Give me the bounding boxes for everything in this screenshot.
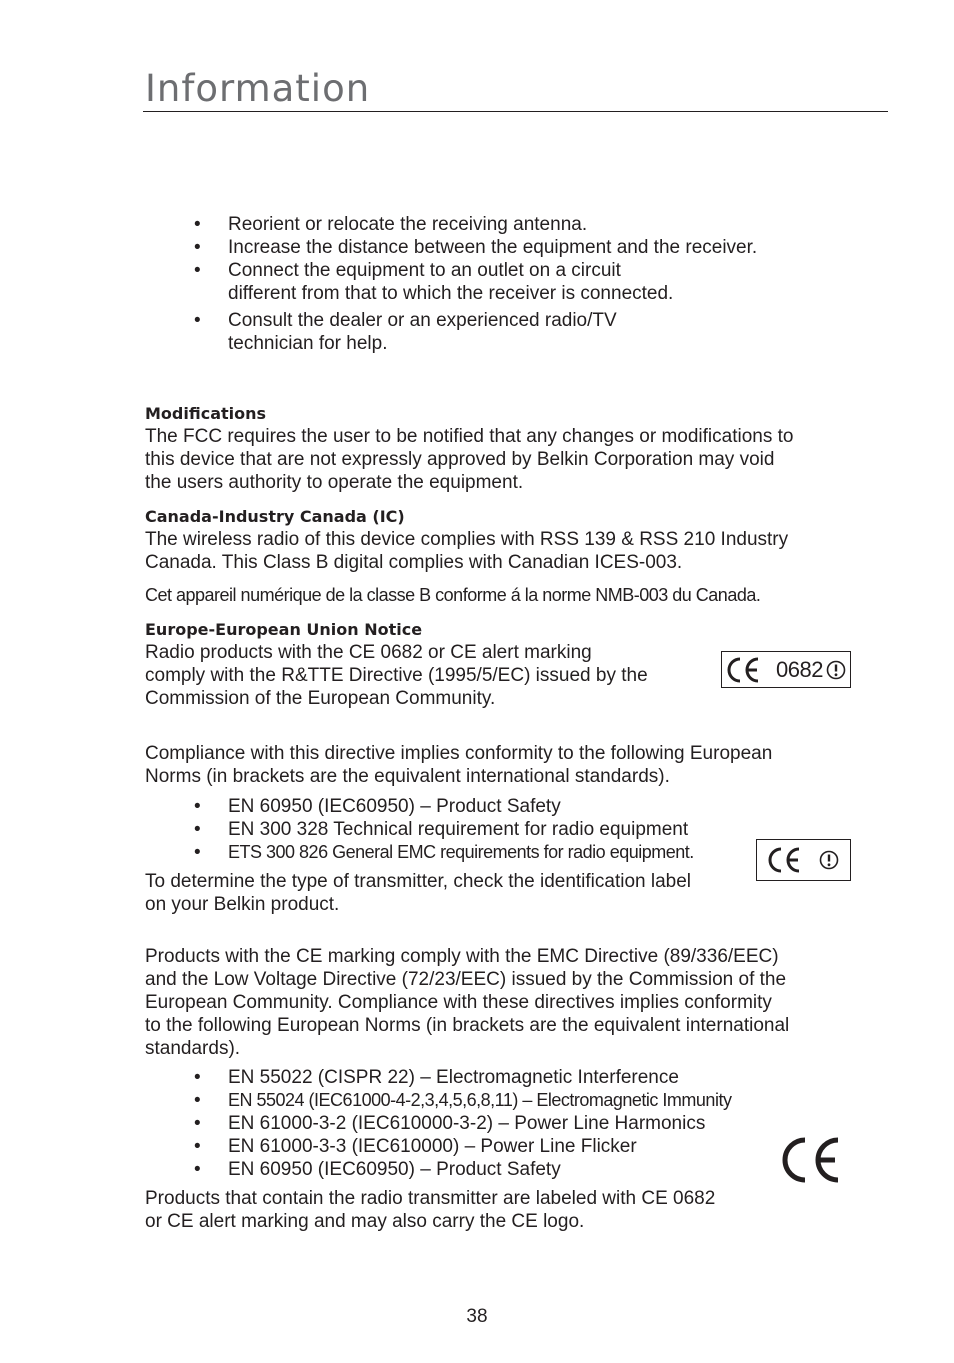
list-item: • EN 55024 (IEC61000-4-2,3,4,5,6,8,11) – Electromagnetic Immunity xyxy=(194,1090,732,1111)
list-item: • EN 300 328 Technical requirement for radio equipment xyxy=(194,819,689,840)
modifications-heading: Modifications xyxy=(145,404,267,423)
compliance-norms-list xyxy=(194,795,694,864)
ce-number: 0682 xyxy=(776,656,823,682)
page-title: Information xyxy=(145,67,371,110)
list-item: • ETS 300 826 General EMC requirements for radio equipment. xyxy=(194,842,694,863)
list-item: • EN 55022 (CISPR 22) – Electromagnetic Interference xyxy=(194,1067,679,1088)
list-item: • EN 60950 (IEC60950) – Product Safety xyxy=(194,796,561,817)
emc-section xyxy=(145,945,789,1060)
ce-logo-icon xyxy=(782,1136,842,1184)
canada-section xyxy=(145,506,788,607)
ce-mark-icon xyxy=(767,846,803,874)
alert-icon xyxy=(819,850,839,870)
list-item: • Increase the distance between the equipment and the receiver. xyxy=(194,237,758,258)
list-item: • Reorient or relocate the receiving antenna. xyxy=(194,214,588,235)
europe-section xyxy=(145,619,648,710)
ce-mark-icon xyxy=(726,656,762,684)
canada-text: The wireless radio of this device complies with RSS 139 & RSS 210 Industry Canada. This Class B digital complies with Canadian ICES-003. xyxy=(145,529,789,573)
fcc-measures-list xyxy=(194,213,757,355)
radio-transmitter-note: Products that contain the radio transmitter are labeled with CE 0682 or CE alert marking and may also carry the CE logo. xyxy=(145,1188,716,1232)
modifications-text: The FCC requires the user to be notified that any changes or modifications to this device that are not expressly approved by Belkin Corporation may void the users authority to operate the equipment. xyxy=(145,426,794,493)
canada-french-text: Cet appareil numérique de la classe B conforme á la norme NMB-003 du Canada. xyxy=(145,585,761,605)
list-item: • EN 61000-3-2 (IEC610000-3-2) – Power Line Harmonics xyxy=(194,1113,706,1134)
canada-heading: Canada-Industry Canada (IC) xyxy=(145,507,405,526)
alert-icon xyxy=(826,660,846,680)
list-item: • Connect the equipment to an outlet on a circuit different from that to which the receiver is connected. xyxy=(194,260,674,304)
modifications-section xyxy=(145,403,793,494)
compliance-text: Compliance with this directive implies conformity to the following European Norms (in brackets are the equivalent international standards). xyxy=(145,743,773,787)
list-item: • Consult the dealer or an experienced radio/TV technician for help. xyxy=(194,310,617,354)
header-rule xyxy=(143,111,888,112)
emc-norms-list xyxy=(194,1066,731,1181)
compliance-section xyxy=(145,742,772,788)
europe-text: Radio products with the CE 0682 or CE alert marking comply with the R&TTE Directive (1995/5/EC) issued by the Commission of the European Community. xyxy=(145,642,648,709)
list-item: • EN 60950 (IEC60950) – Product Safety xyxy=(194,1159,561,1180)
list-item: • EN 61000-3-3 (IEC610000) – Power Line Flicker xyxy=(194,1136,637,1157)
europe-heading: Europe-European Union Notice xyxy=(145,620,423,639)
ce-0682-alert-mark xyxy=(721,651,851,688)
transmitter-note: To determine the type of transmitter, check the identification label on your Belkin product. xyxy=(145,871,692,915)
ce-alert-mark xyxy=(756,839,851,881)
emc-text: Products with the CE marking comply with the EMC Directive (89/336/EEC) and the Low Voltage Directive (72/23/EEC) issued by the Commission of the European Community. Compliance with these directives implies conformity to the following European Norms (in brackets are the equivalent international standards). xyxy=(145,946,790,1059)
page-number: 38 xyxy=(466,1306,488,1327)
